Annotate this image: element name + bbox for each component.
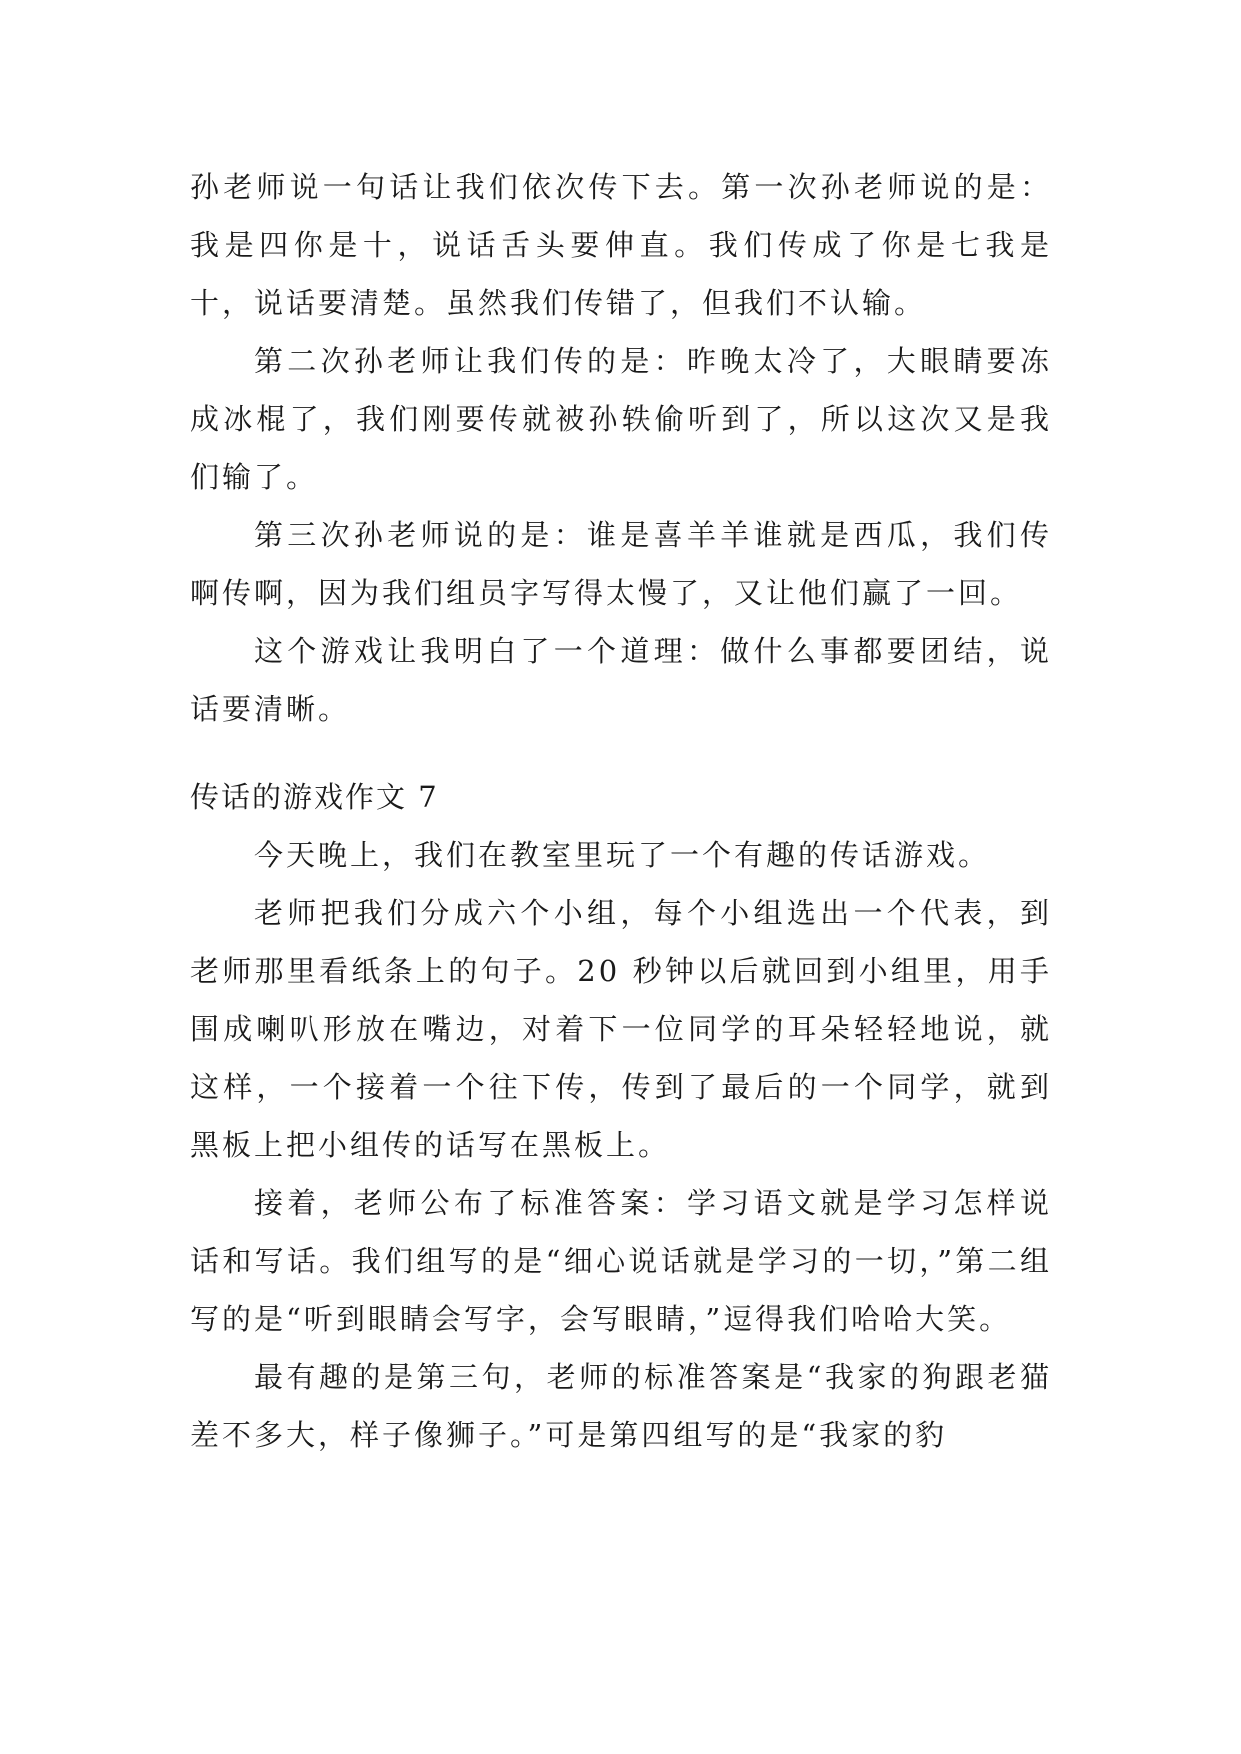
paragraph: 这个游戏让我明白了一个道理：做什么事都要团结，说话要清晰。 xyxy=(190,634,1052,726)
paragraph: 老师把我们分成六个小组，每个小组选出一个代表，到老师那里看纸条上的句子。20 秒钟以后就回到小组里，用手围成喇叭形放在嘴边，对着下一位同学的耳朵轻轻地说，就这样，一个接着一个往下传，传到了最后的一个同学，就到黑板上把小组传的话写在黑板上。 xyxy=(190,896,1052,1162)
paragraph: 第二次孙老师让我们传的是：昨晚太冷了，大眼睛要冻成冰棍了，我们刚要传就被孙轶偷听到了，所以这次又是我们输了。 xyxy=(190,344,1052,494)
paragraph: 孙老师说一句话让我们依次传下去。第一次孙老师说的是：我是四你是十，说话舌头要伸直。我们传成了你是七我是十，说话要清楚。虽然我们传错了，但我们不认输。 xyxy=(190,170,1052,320)
paragraph: 接着，老师公布了标准答案：学习语文就是学习怎样说话和写话。我们组写的是“细心说话就是学习的一切，”第二组写的是“听到眼睛会写字，会写眼睛，”逗得我们哈哈大笑。 xyxy=(190,1186,1052,1336)
essay-7 xyxy=(190,768,1052,1464)
paragraph: 今天晚上，我们在教室里玩了一个有趣的传话游戏。 xyxy=(254,838,991,872)
paragraph: 第三次孙老师说的是：谁是喜羊羊谁就是西瓜，我们传啊传啊，因为我们组员字写得太慢了，又让他们赢了一回。 xyxy=(190,518,1052,610)
paragraph: 最有趣的是第三句，老师的标准答案是“我家的狗跟老猫差不多大，样子像狮子。”可是第四组写的是“我家的豹 xyxy=(190,1360,1052,1452)
essay-continuation xyxy=(190,158,1052,738)
section-title: 传话的游戏作文 7 xyxy=(190,780,439,814)
